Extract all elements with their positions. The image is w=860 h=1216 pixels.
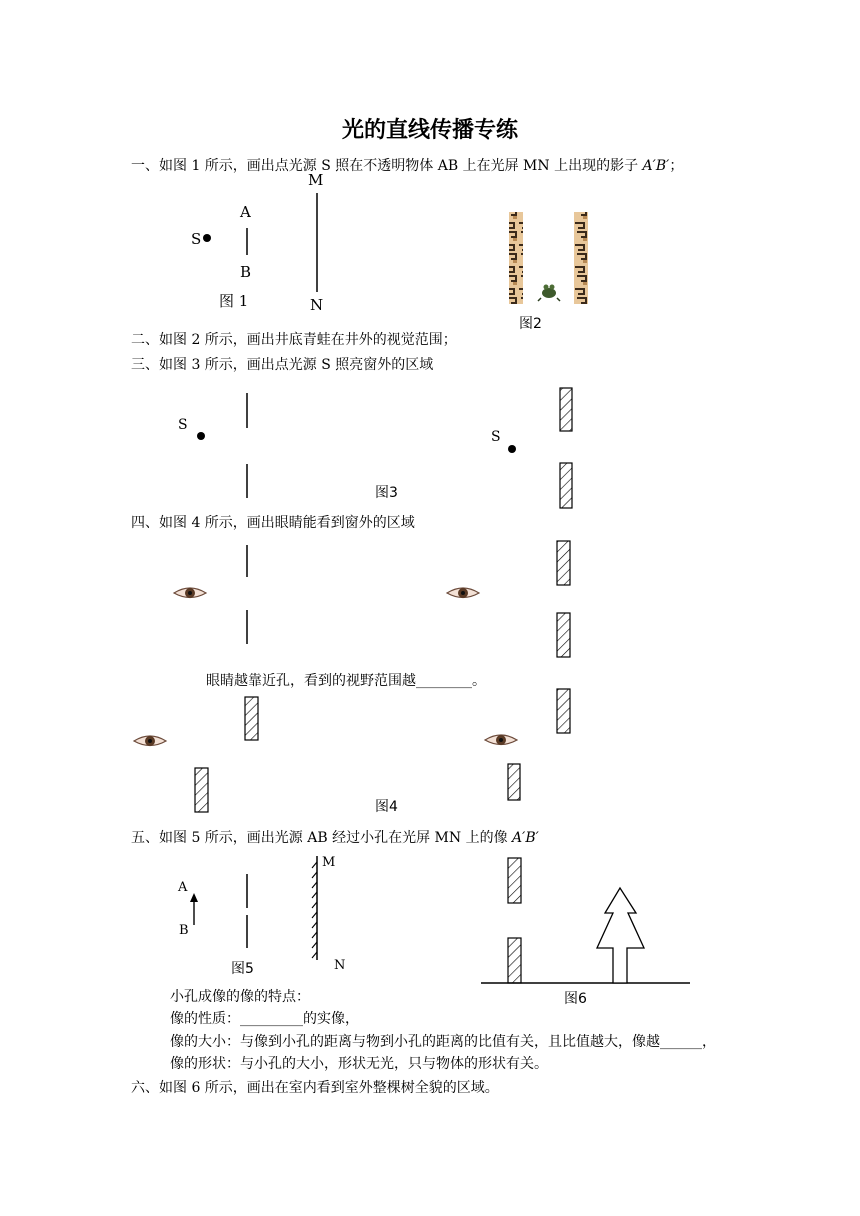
page-title: 光的直线传播专练 bbox=[341, 118, 518, 143]
eye-icon bbox=[447, 588, 479, 598]
label-s: S bbox=[191, 230, 202, 248]
eye-icon bbox=[485, 735, 517, 745]
question-3: 三、如图 3 所示，画出点光源 S 照亮窗外的区域 bbox=[131, 357, 434, 373]
figure-6 bbox=[481, 858, 690, 983]
screen-mn-hatched bbox=[312, 856, 317, 960]
figure-1-caption: 图 1 bbox=[219, 292, 249, 310]
eye-icon bbox=[174, 588, 206, 598]
label-b: B bbox=[240, 263, 252, 281]
question-4-note: 眼睛越靠近孔，看到的视野范围越________。 bbox=[206, 673, 486, 689]
label-s-left: S bbox=[178, 417, 188, 433]
notes-size: 像的大小：与像到小孔的距离与物到小孔的距离的比值有关，且比值越大，像越______， bbox=[170, 1034, 716, 1050]
figure-2-caption: 图2 bbox=[519, 316, 542, 332]
wall-hatched bbox=[508, 938, 521, 983]
question-1-text: 一、如图 1 所示，画出点光源 S 照在不透明物体 AB 上在光屏 MN 上出现的影子 bbox=[131, 158, 643, 174]
point-source-s-dot bbox=[203, 234, 211, 242]
figure-2-well bbox=[509, 212, 588, 304]
question-1 bbox=[131, 157, 683, 175]
arrow-head-icon bbox=[190, 893, 198, 902]
wall-hatched bbox=[557, 541, 570, 585]
frog-icon bbox=[538, 285, 560, 302]
notes-heading: 小孔成像的像的特点： bbox=[170, 989, 310, 1005]
wall-hatched-upper bbox=[560, 388, 572, 431]
label-n-fig5: N bbox=[334, 958, 346, 973]
label-s-right: S bbox=[491, 429, 501, 445]
question-1-suffix: ； bbox=[669, 158, 684, 174]
well-wall-right bbox=[574, 212, 588, 304]
notes-nature: 像的性质：_________的实像， bbox=[170, 1011, 359, 1027]
figure-6-caption: 图6 bbox=[564, 991, 587, 1007]
wall-hatched bbox=[508, 858, 521, 903]
point-source-right bbox=[508, 445, 516, 453]
question-2: 二、如图 2 所示，画出井底青蛙在井外的视觉范围； bbox=[131, 332, 457, 348]
question-6: 六、如图 6 所示，画出在室内看到室外整棵树全貌的区域。 bbox=[131, 1080, 499, 1096]
label-m: M bbox=[308, 171, 324, 189]
wall-hatched bbox=[557, 613, 570, 657]
question-5 bbox=[131, 829, 539, 847]
point-source-left bbox=[197, 432, 205, 440]
label-a-fig5: A bbox=[178, 880, 188, 895]
wall-hatched bbox=[557, 689, 570, 733]
label-m-fig5: M bbox=[322, 855, 336, 870]
wall-hatched bbox=[245, 697, 258, 740]
figure-5-caption: 图5 bbox=[231, 961, 254, 977]
notes-shape: 像的形状：与小孔的大小，形状无光，只与物体的形状有关。 bbox=[170, 1056, 548, 1072]
shadow-label: A′B′ bbox=[642, 158, 670, 174]
wall-hatched-lower bbox=[560, 463, 572, 508]
question-4: 四、如图 4 所示，画出眼睛能看到窗外的区域 bbox=[131, 515, 415, 531]
eye-icon bbox=[134, 736, 166, 746]
well-wall-left bbox=[509, 212, 523, 304]
tree-icon bbox=[597, 888, 644, 983]
question-5-text: 五、如图 5 所示，画出光源 AB 经过小孔在光屏 MN 上的像 bbox=[131, 830, 513, 846]
wall-hatched bbox=[508, 764, 520, 800]
image-label: A′B′ bbox=[512, 830, 539, 846]
wall-hatched bbox=[195, 768, 208, 812]
figure-4-caption: 图4 bbox=[375, 799, 398, 815]
figure-1 bbox=[203, 193, 317, 292]
figure-3-caption: 图3 bbox=[375, 485, 398, 501]
figure-5 bbox=[190, 856, 317, 960]
label-n: N bbox=[310, 296, 324, 314]
label-b-fig5: B bbox=[179, 923, 189, 938]
label-a: A bbox=[240, 203, 251, 221]
